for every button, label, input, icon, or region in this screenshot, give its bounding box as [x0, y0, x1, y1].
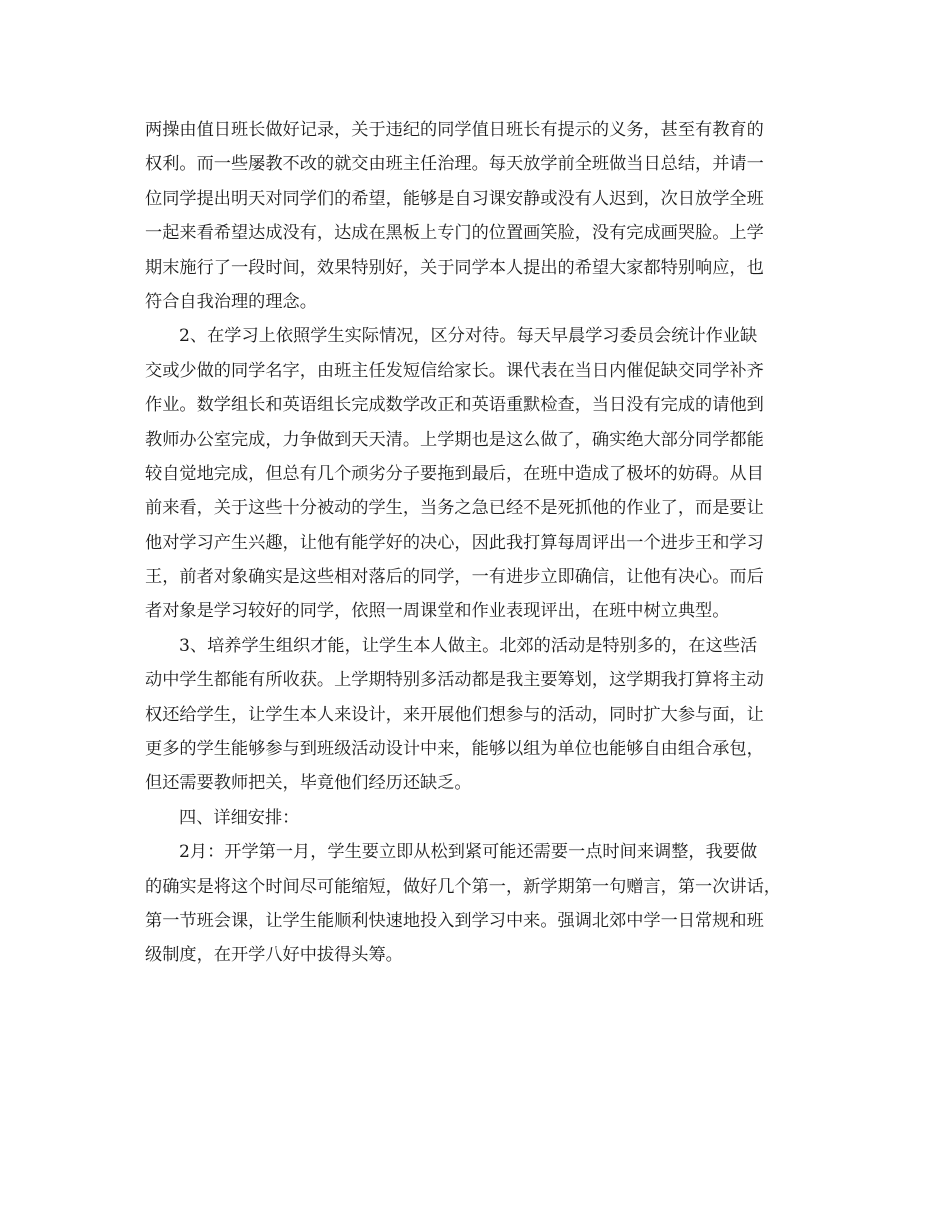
text-line: 动中学生都能有所收获。上学期特别多活动都是我主要筹划，这学期我打算将主动 [145, 670, 764, 691]
text-line: 前来看，关于这些十分被动的学生，当务之急已经不是死抓他的作业了，而是要让 [145, 498, 764, 519]
text-line: 第一节班会课，让学生能顺利快速地投入到学习中来。强调北郊中学一日常规和班 [145, 910, 764, 931]
text-line: 级制度，在开学八好中拔得头筹。 [145, 945, 403, 966]
text-line: 的确实是将这个时间尽可能缩短，做好几个第一，新学期第一句赠言，第一次讲话， [145, 876, 781, 897]
text-line: 符合自我治理的理念。 [145, 291, 317, 312]
text-line: 王，前者对象确实是这些相对落后的同学，一有进步立即确信，让他有决心。而后 [145, 567, 764, 588]
text-line: 两操由值日班长做好记录，关于违纪的同学值日班长有提示的义务，甚至有教育的 [145, 120, 764, 140]
text-line: 教师办公室完成，力争做到天天清。上学期也是这么做了，确实绝大部分同学都能 [145, 429, 764, 450]
document-body [145, 113, 817, 973]
text-line: 更多的学生能够参与到班级活动设计中来，能够以组为单位也能够自由组合承包， [145, 739, 764, 760]
text-line: 作业。数学组长和英语组长完成数学改正和英语重默检查，当日没有完成的请他到 [145, 395, 764, 416]
paragraph-start-line: 2月：开学第一月，学生要立即从松到紧可能还需要一点时间来调整，我要做 [179, 842, 758, 863]
text-line: 交或少做的同学名字，由班主任发短信给家长。课代表在当日内催促缺交同学补齐 [145, 360, 764, 381]
text-line: 一起来看希望达成没有，达成在黑板上专门的位置画笑脸，没有完成画哭脸。上学 [145, 223, 764, 244]
text-line: 位同学提出明天对同学们的希望，能够是自习课安静或没有人迟到，次日放学全班 [145, 188, 764, 209]
text-line: 但还需要教师把关，毕竟他们经历还缺乏。 [145, 773, 472, 794]
section-heading: 四、详细安排： [179, 807, 300, 828]
text-line: 较自觉地完成，但总有几个顽劣分子要拖到最后，在班中造成了极坏的妨碍。从目 [145, 463, 764, 484]
text-line: 者对象是学习较好的同学，依照一周课堂和作业表现评出，在班中树立典型。 [145, 601, 730, 622]
text-line: 期末施行了一段时间，效果特别好，关于同学本人提出的希望大家都特别响应，也 [145, 257, 764, 278]
paragraph-start-line: 2、在学习上依照学生实际情况，区分对待。每天早晨学习委员会统计作业缺 [179, 326, 758, 347]
paragraph-start-line: 3、培养学生组织才能，让学生本人做主。北郊的活动是特别多的，在这些活 [179, 635, 758, 656]
text-line: 权利。而一些屡教不改的就交由班主任治理。每天放学前全班做当日总结，并请一 [145, 154, 764, 175]
text-line: 权还给学生，让学生本人来设计，来开展他们想参与的活动，同时扩大参与面，让 [145, 704, 764, 725]
text-line: 他对学习产生兴趣，让他有能学好的决心，因此我打算每周评出一个进步王和学习 [145, 532, 764, 553]
